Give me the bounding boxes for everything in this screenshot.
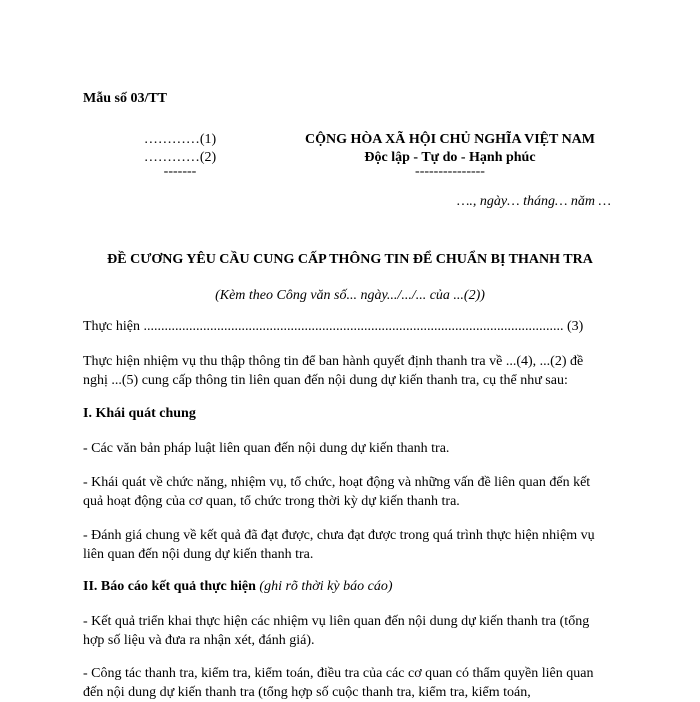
issuing-agency-rule: ------- [163,164,197,179]
issuing-agency-line-1: …………(1) [143,132,217,147]
section-1-item: - Các văn bản pháp luật liên quan đến nội dung dự kiến thanh tra. [83,441,450,456]
section-2-heading [83,578,392,596]
issuing-agency-line-2: …………(2) [143,150,217,165]
section-2-item: - Công tác thanh tra, kiểm tra, kiểm toán, điều tra của các cơ quan có thẩm quyền liên quan đến nội dung dự kiến thanh tra (tổng hợp số cuộc thanh tra, kiểm tra, kiểm toán, [83,666,594,700]
section-2-item: - Kết quả triển khai thực hiện các nhiệm vụ liên quan đến nội dung dự kiến thanh tra (tổng hợp số liệu và đưa ra nhận xét, đánh giá). [83,614,590,648]
section-2-heading-note: (ghi rõ thời kỳ báo cáo) [259,579,393,594]
document-subtitle: (Kèm theo Công văn số... ngày.../.../... của ...(2)) [215,288,485,303]
section-1-item: - Khái quát về chức năng, nhiệm vụ, tổ chức, hoạt động và những vấn đề liên quan đến kết quả hoạt động của cơ quan, tổ chức trong thời kỳ dự kiến thanh tra. [83,475,591,509]
section-1-heading: I. Khái quát chung [83,406,196,421]
national-rule: --------------- [415,164,485,179]
section-2-heading-text: II. Báo cáo kết quả thực hiện [83,579,256,594]
performer-line: Thực hiện ........................................................................................................................ (3) [83,319,584,334]
form-number: Mẫu số 03/TT [83,91,168,106]
national-motto: Độc lập - Tự do - Hạnh phúc [364,150,536,165]
section-1-item: - Đánh giá chung về kết quả đã đạt được, chưa đạt được trong quá trình thực hiện nhiệm vụ liên quan đến nội dung dự kiến thanh tra. [83,528,595,562]
intro-paragraph: Thực hiện nhiệm vụ thu thập thông tin để ban hành quyết định thanh tra về ...(4), ...(2) đề nghị ...(5) cung cấp thông tin liên quan đến nội dung dự kiến thanh tra, cụ thể như sau: [83,354,584,388]
date-line: …., ngày… tháng… năm … [456,194,611,209]
document-title: ĐỀ CƯƠNG YÊU CẦU CUNG CẤP THÔNG TIN ĐỂ CHUẨN BỊ THANH TRA [107,252,593,267]
national-title: CỘNG HÒA XÃ HỘI CHỦ NGHĨA VIỆT NAM [304,132,595,147]
